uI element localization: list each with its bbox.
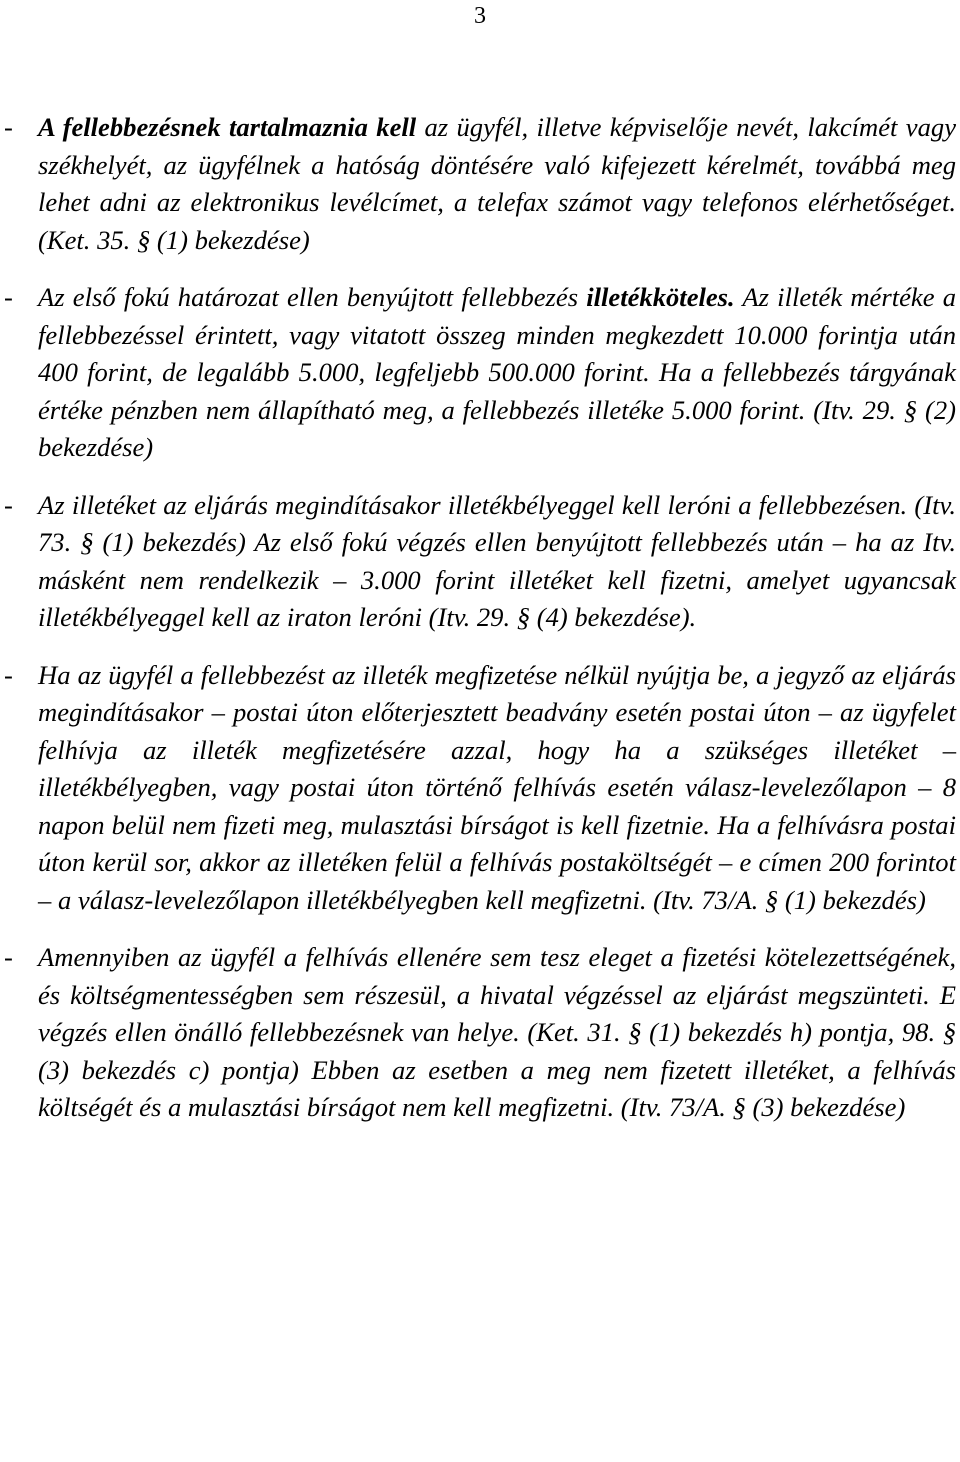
bullet-dash: - bbox=[4, 112, 13, 142]
list-item-lead: A fellebbezésnek tartalmaznia kell bbox=[38, 112, 417, 142]
list-item-body: az ügyfél, illetve képviselője nevét, lakcímét vagy székhelyét, az ügyfélnek a hatóság döntésére való kifejezett kérelmét, továbbá meg lehet adni az elektronikus levélcímet, a telefax számot vagy telefonos elérhetőséget. (Ket. 35. § (1) bekezdése) bbox=[38, 112, 956, 255]
list-item-text: Amennyiben az ügyfél a felhívás ellenére sem tesz eleget a fizetési kötelezettségének, és költségmentességben sem részesül, a hivatal végzéssel az eljárást megszünteti. E végzés ellen önálló fellebbezésnek van helye. (Ket. 31. § (1) bekezdés h) pontja, 98. § (3) bekezdés c) pontja) Ebben az esetben a meg nem fizetett illetéket, a felhívás költségét és a mulasztási bírságot nem kell megfizetni. (Itv. 73/A. § (3) bekezdése) bbox=[38, 942, 956, 1122]
bullet-dash: - bbox=[4, 659, 13, 690]
list-item bbox=[0, 279, 960, 467]
bullet-dash: - bbox=[4, 282, 13, 312]
list-item-emphasis: illetékköteles. bbox=[586, 282, 735, 312]
list-item-text: Az illetéket az eljárás megindításakor illetékbélyeggel kell leróni a fellebbezésen. (Itv. 73. § (1) bekezdés) Az első fokú végzés ellen benyújtott fellebbezés után – ha az Itv. másként nem rendelkezik – 3.000 forint illetéket kell fizetni, amelyet ugyancsak illetékbélyeggel kell az iraton leróni (Itv. 29. § (4) bekezdése). bbox=[38, 489, 956, 632]
list-item bbox=[0, 657, 960, 920]
list-item-body-start: Az első fokú határozat ellen benyújtott fellebbezés bbox=[38, 282, 587, 312]
list-item bbox=[0, 487, 960, 637]
list-item-text: Ha az ügyfél a fellebbezést az illeték megfizetése nélkül nyújtja be, a jegyző az eljárás megindításakor – postai úton előterjesztett beadvány esetén postai úton – az ügyfelet felhívja az illeték megfizetésére azzal, hogy ha a szükséges illetéket – illetékbélyegben, vagy postai úton történő felhívás esetén válasz-levelezőlapon – 8 napon belül nem fizeti meg, mulasztási bírságot is kell fizetnie. Ha a felhívásra postai úton kerül sor, akkor az illetéken felül a felhívás postaköltségét – e címen 200 forintot – a válasz-levelezőlapon illetékbélyegben kell megfizetni. (Itv. 73/A. § (1) bekezdés) bbox=[38, 659, 956, 915]
bullet-dash: - bbox=[4, 489, 13, 520]
list-item-text bbox=[38, 112, 956, 255]
list-item bbox=[0, 939, 960, 1127]
bullet-dash: - bbox=[4, 942, 13, 972]
list-item bbox=[0, 109, 960, 259]
list-item-body-end: Az illeték mértéke a fellebbezéssel érintett, vagy vitatott összeg minden megkezdett 10.000 forintja után 400 forint, de legalább 5.000, legfeljebb 500.000 forint. Ha a fellebbezés tárgyának értéke pénzben nem állapítható meg, a fellebbezés illetéke 5.000 forint. (Itv. 29. § (2) bekezdése) bbox=[38, 282, 956, 462]
list-item-text bbox=[38, 282, 956, 462]
bullet-list bbox=[0, 109, 960, 1127]
page-number: 3 bbox=[474, 3, 486, 29]
